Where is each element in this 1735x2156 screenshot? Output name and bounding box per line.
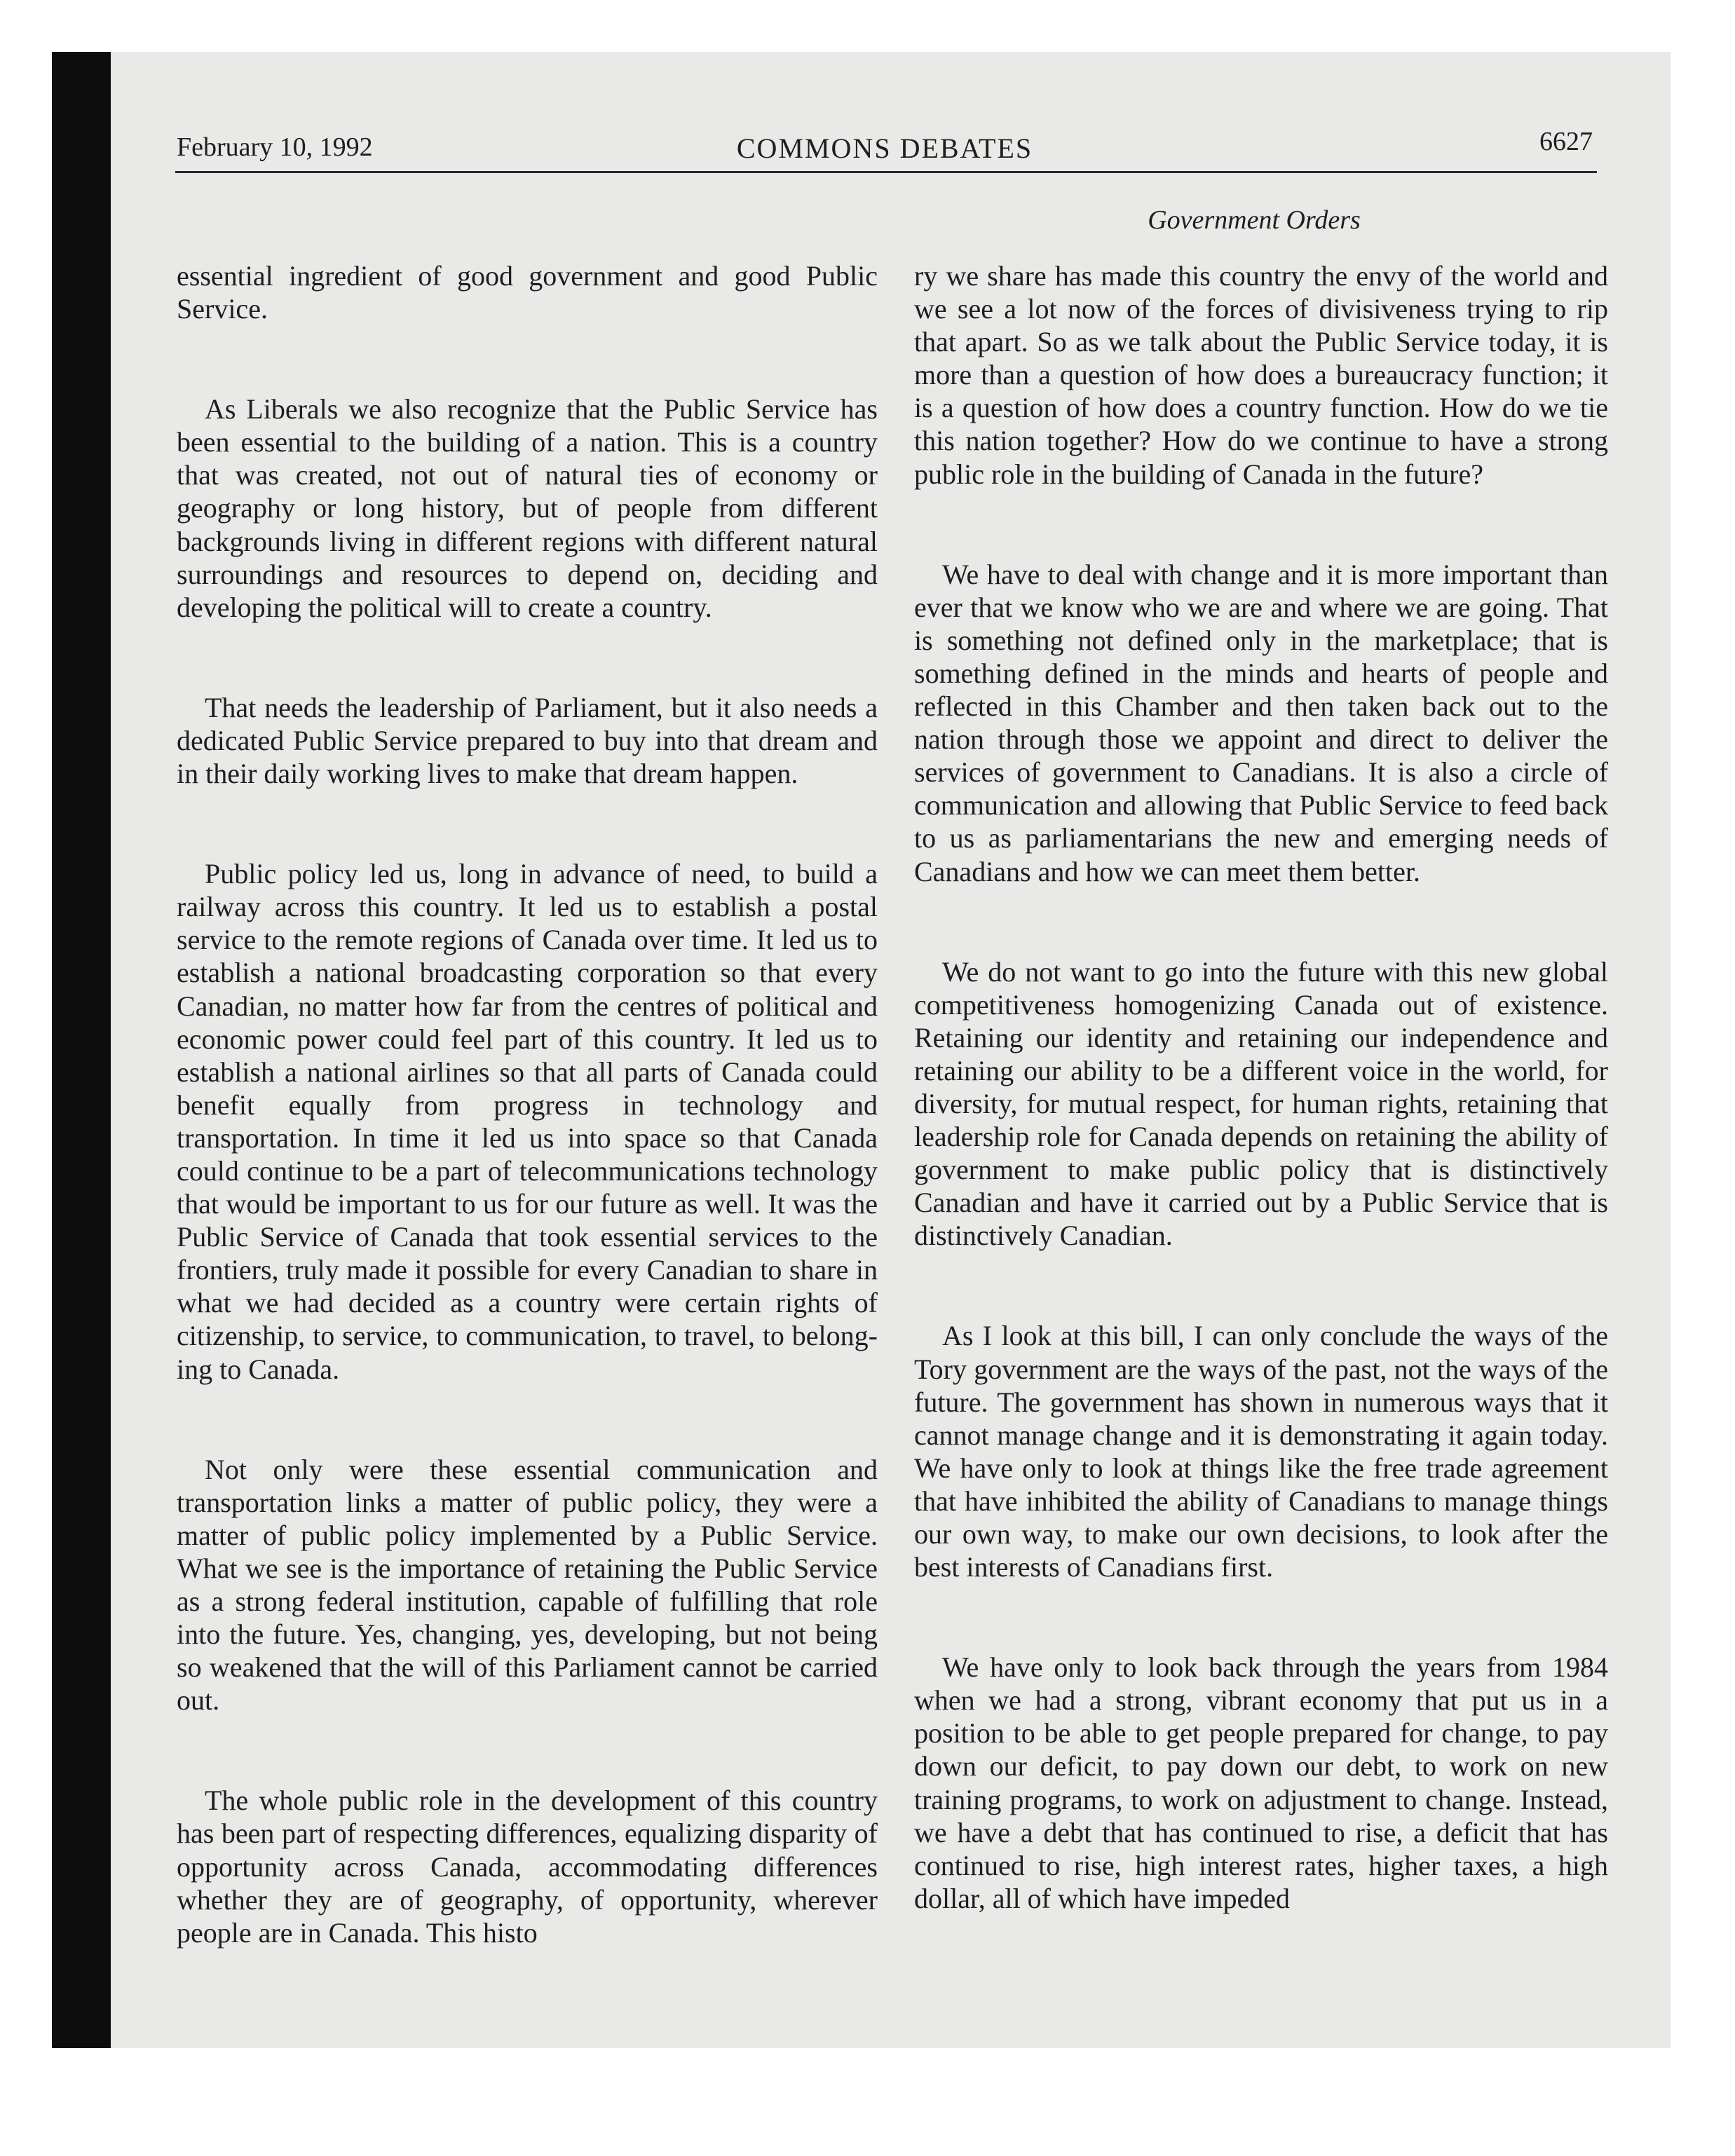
section-label: Government Orders [1148,205,1361,235]
running-header [177,126,1593,170]
right-column [914,259,1608,1982]
paragraph: Public policy led us, long in advance of need, to build a railway across this country. It led us to establish a postal service to the remote regions of Canada over time. It led us to establish a national broadcasting corporation so that every Canadian, no matter how far from the centres of political and economic power could feel part of this country. It led us to establish a national airlines so that all parts of Canada could benefit equally from progress in technology and transportation. In time it led us into space so that Canada could continue to be a part of telecommunications technology that would be important to us for our future as well. It was the Public Service of Canada that took essential services to the frontiers, truly made it possible for every Canadian to share in what we had decided as a country were certain rights of citizenship, to service, to communication, to travel, to belonging to Canada. [177,858,878,1385]
scan-left-edge [52,52,111,2048]
paragraph: As I look at this bill, I can only conclude the ways of the Tory government are the ways of the past, not the ways of the future. The government has shown in numerous ways that it cannot manage change and it is demonstrating it again today. We have only to look at things like the free trade agreement that have inhibited the ability of Canadians to manage things our own way, to make our own decisions, to look after the best interests of Canadians first. [914,1320,1608,1583]
header-title: COMMONS DEBATES [736,132,1033,164]
paragraph: The whole public role in the development of this country has been part of respecting differences, equalizing disparity of opportunity across Canada, accommodating differences whether they are of geography, of opportunity, wherever people are in Canada. This histo [177,1785,878,1949]
header-rule [175,171,1597,173]
paragraph: ry we share has made this country the envy of the world and we see a lot now of the forces of divisiveness trying to rip that apart. So as we talk about the Public Service today, it is more than a question of how does a bureaucracy function; it is a question of how does a country function. How do we tie this nation together? How do we continue to have a strong public role in the building of Canada in the future? [914,260,1608,490]
left-column [177,259,878,2017]
paragraph: That needs the leadership of Parliament, but it also needs a dedicated Public Service prepared to buy into that dream and in their daily working lives to make that dream happen. [177,691,878,790]
paragraph: essential ingredient of good government and good Public Service. [177,260,878,325]
paragraph: We have only to look back through the years from 1984 when we had a strong, vibrant economy that put us in a position to be able to get people prepared for change, to pay down our deficit, to pay down our debt, to work on new training programs, to work on adjustment to change. Instead, we have a debt that has continued to rise, a deficit that has continued to rise, high interest rates, higher taxes, a high dollar, all of which have impeded [914,1651,1608,1914]
paragraph: As Liberals we also recognize that the Public Service has been essential to the building of a nation. This is a country that was created, not out of natural ties of economy or geography or long history, but of people from different backgrounds living in different regions with different natural surroundings and resources to depend on, deciding and developing the political will to create a country. [177,393,878,623]
header-date: February 10, 1992 [177,132,373,162]
paragraph: Not only were these essential communication and transportation links a matter of public policy, they were a matter of public policy implemented by a Public Service. What we see is the importance of retaining the Public Service as a strong federal institution, capable of fulfilling that role into the future. Yes, changing, yes, developing, but not being so weakened that the will of this Parliament cannot be carried out. [177,1453,878,1717]
header-page-number: 6627 [1539,127,1593,156]
paragraph: We do not want to go into the future with this new global competitiveness homogenizing Canada out of existence. Retaining our identity and retaining our independence and retaining our ability to be a different voice in the world, for diversity, for mutual respect, for human rights, retaining that leadership role for Canada depends on retaining the ability of government to make public policy that is distinctively Canadian and have it carried out by a Public Service that is distinctively Canadian. [914,955,1608,1252]
paragraph: We have to deal with change and it is more important than ever that we know who we are and where we are going. That is something not defined only in the marketplace; that is something defined in the minds and hearts of people and reflected in this Chamber and then taken back out to the nation through those we appoint and direct to deliver the services of government to Canadians. It is also a circle of communication and allowing that Public Service to feed back to us as parliamentarians the new and emerging needs of Canadians and how we can meet them better. [914,558,1608,887]
